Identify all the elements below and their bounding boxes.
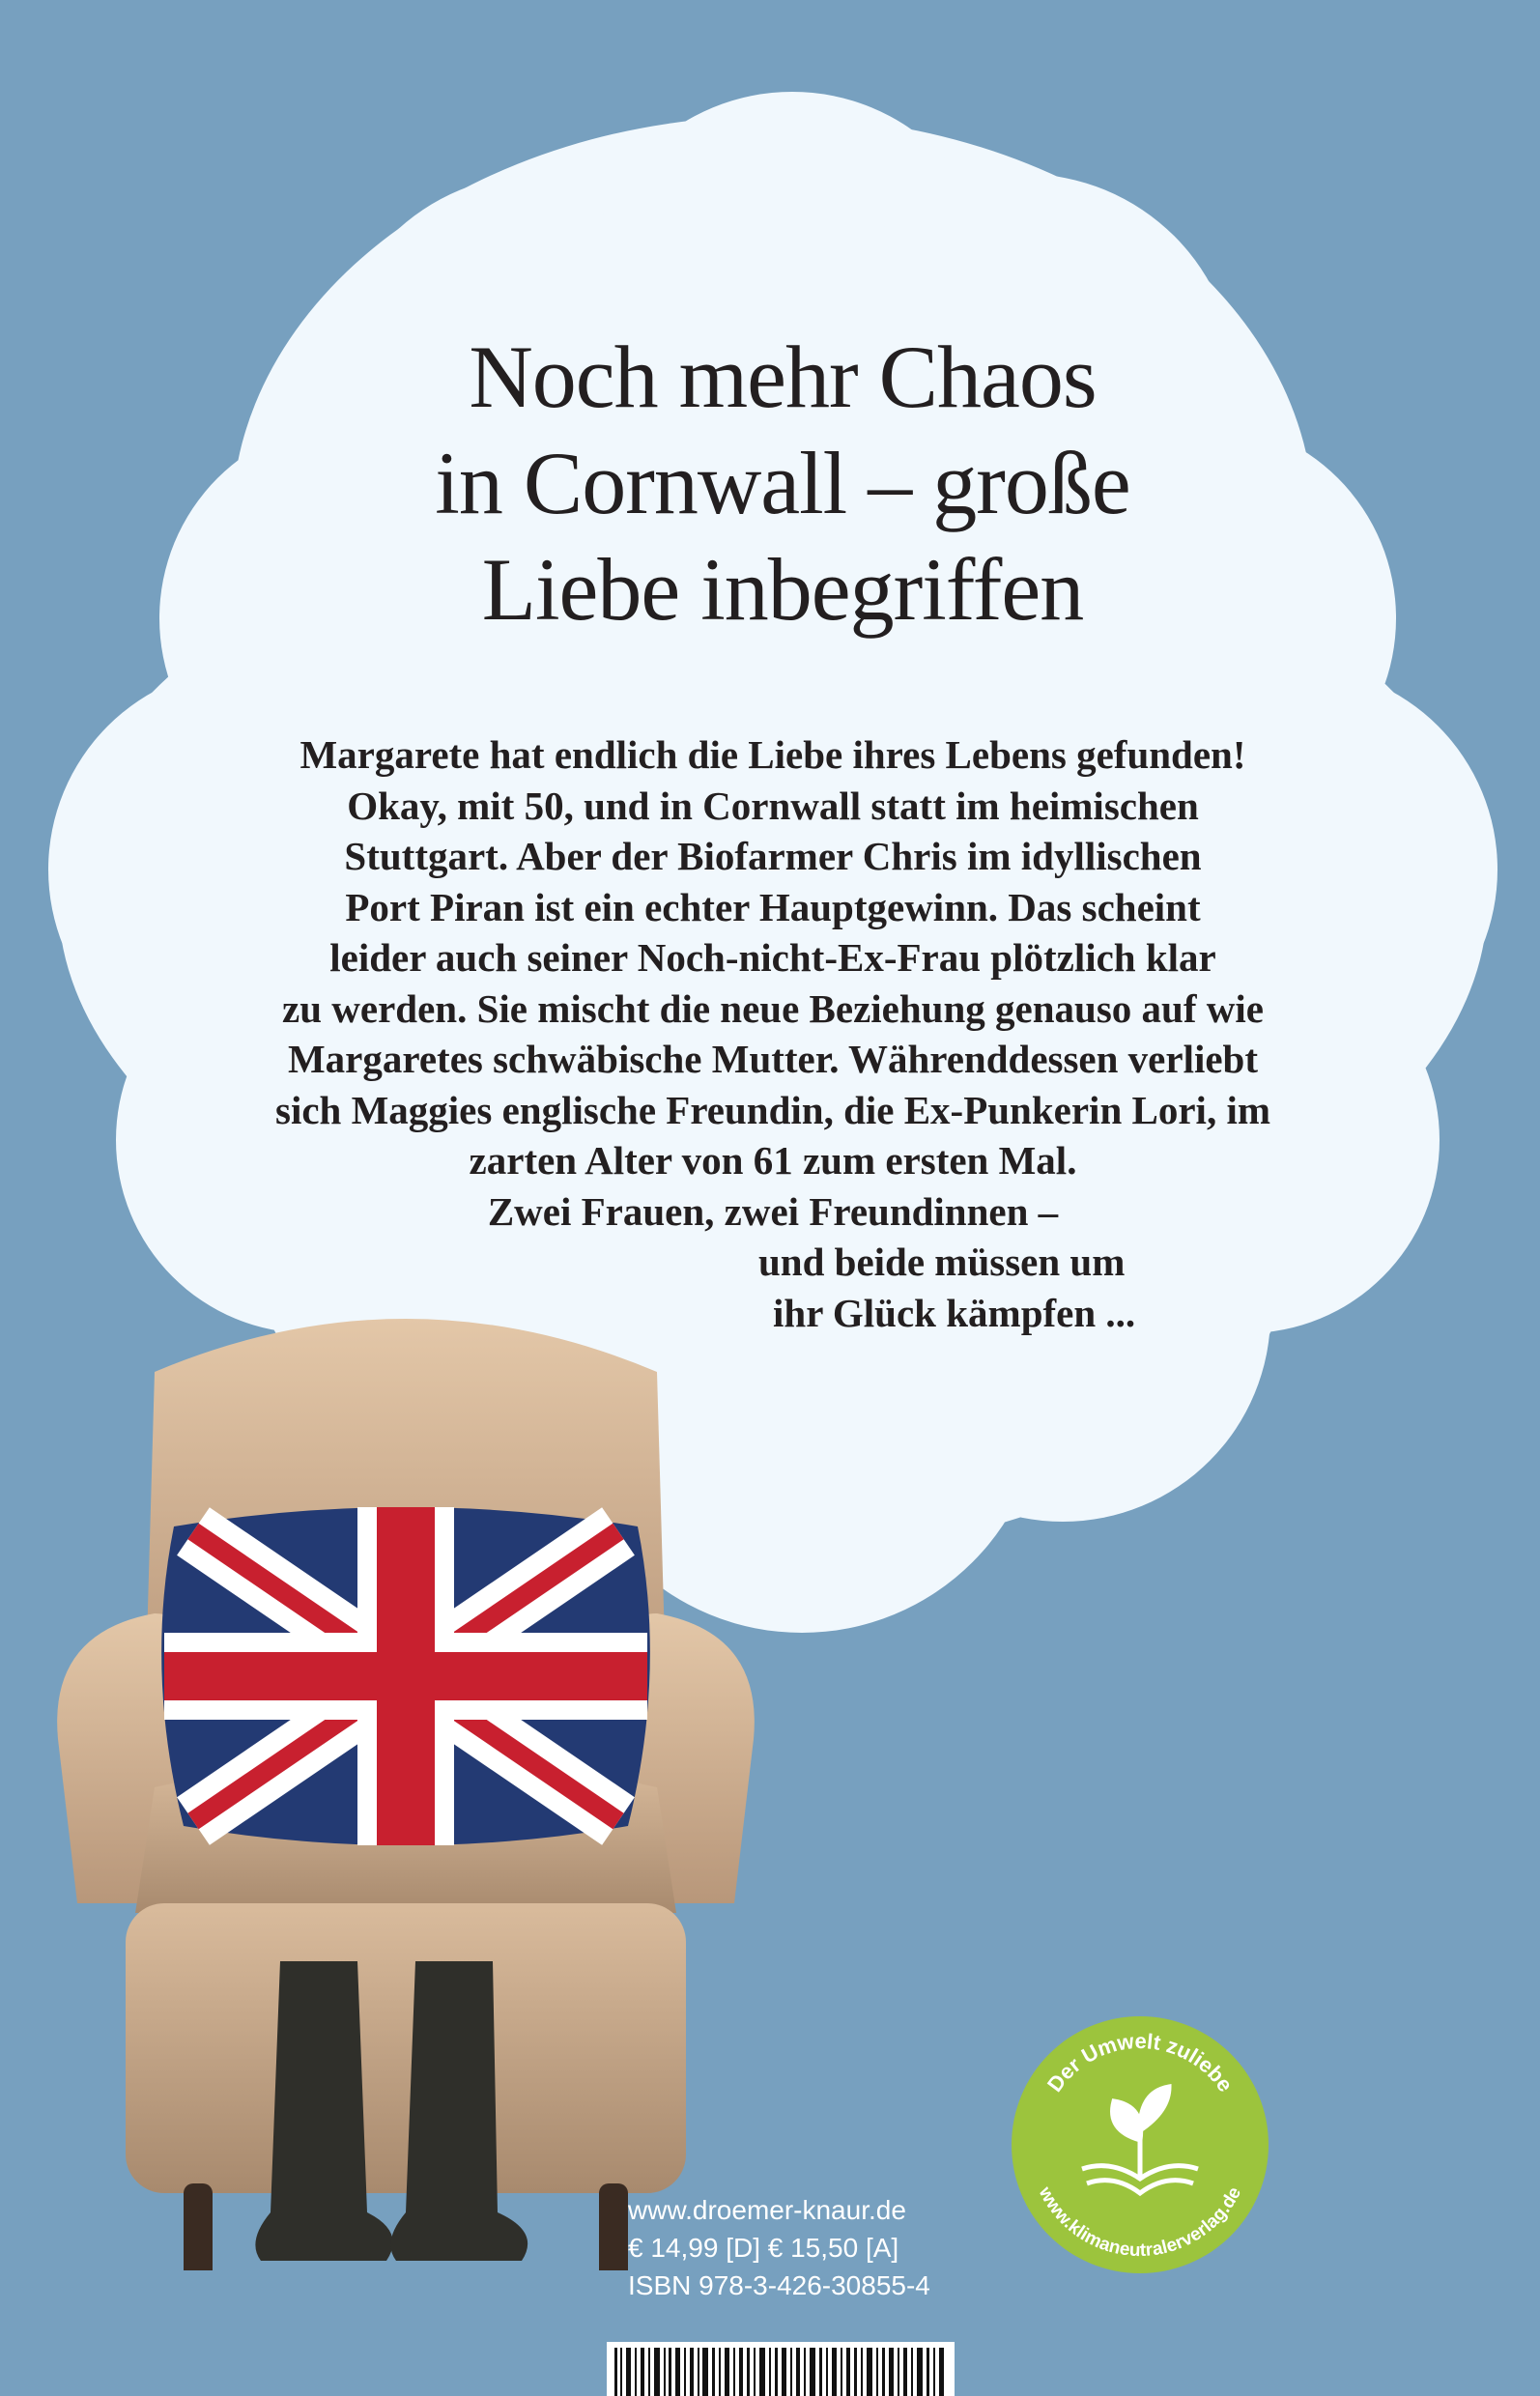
union-jack-cushion [161,1507,650,1845]
blurb-line: Stuttgart. Aber der Biofarmer Chris im idyllischen [344,834,1202,878]
headline [319,324,1246,642]
barcode [607,2342,955,2396]
headline-line: Liebe inbegriffen [481,540,1084,639]
blurb-line: zarten Alter von 61 zum ersten Mal. [469,1138,1077,1183]
badge-top-text: Der Umwelt zuliebe [1041,2029,1239,2096]
price: € 14,99 [D] € 15,50 [A] [628,2233,899,2263]
blurb-line: Margarete hat endlich die Liebe ihres Lebens gefunden! [299,732,1246,777]
isbn: ISBN 978-3-426-30855-4 [628,2270,930,2300]
blurb [145,729,1401,1338]
headline-line: Noch mehr Chaos [469,328,1097,426]
blurb-line: Zwei Frauen, zwei Freundinnen – [487,1188,1059,1234]
badge-bottom-text: www.klimaneutralerverlag.de [1034,2183,1246,2262]
blurb-line: ihr Glück kämpfen ... [773,1290,1136,1335]
blurb-line: leider auch seiner Noch-nicht-Ex-Frau plötzlich klar [329,935,1216,980]
retail-info [628,2191,976,2304]
blurb-line: sich Maggies englische Freundin, die Ex-Punkerin Lori, im [275,1087,1270,1132]
blurb-line: und beide müssen um [758,1240,1126,1284]
armchair-with-boots-illustration [39,1285,773,2270]
blurb-line: Port Piran ist ein echter Hauptgewinn. Das scheint [345,884,1201,929]
blurb-line: Okay, mit 50, und in Cornwall statt im heimischen [347,783,1199,828]
blurb-line: zu werden. Sie mischt die neue Beziehung genauso auf wie [282,985,1264,1031]
publisher-website[interactable]: www.droemer-knaur.de [628,2195,906,2225]
headline-line: in Cornwall – große [435,434,1130,532]
climate-neutral-badge [1010,2014,1270,2275]
blurb-line: Margaretes schwäbische Mutter. Währenddessen verliebt [287,1037,1259,1081]
